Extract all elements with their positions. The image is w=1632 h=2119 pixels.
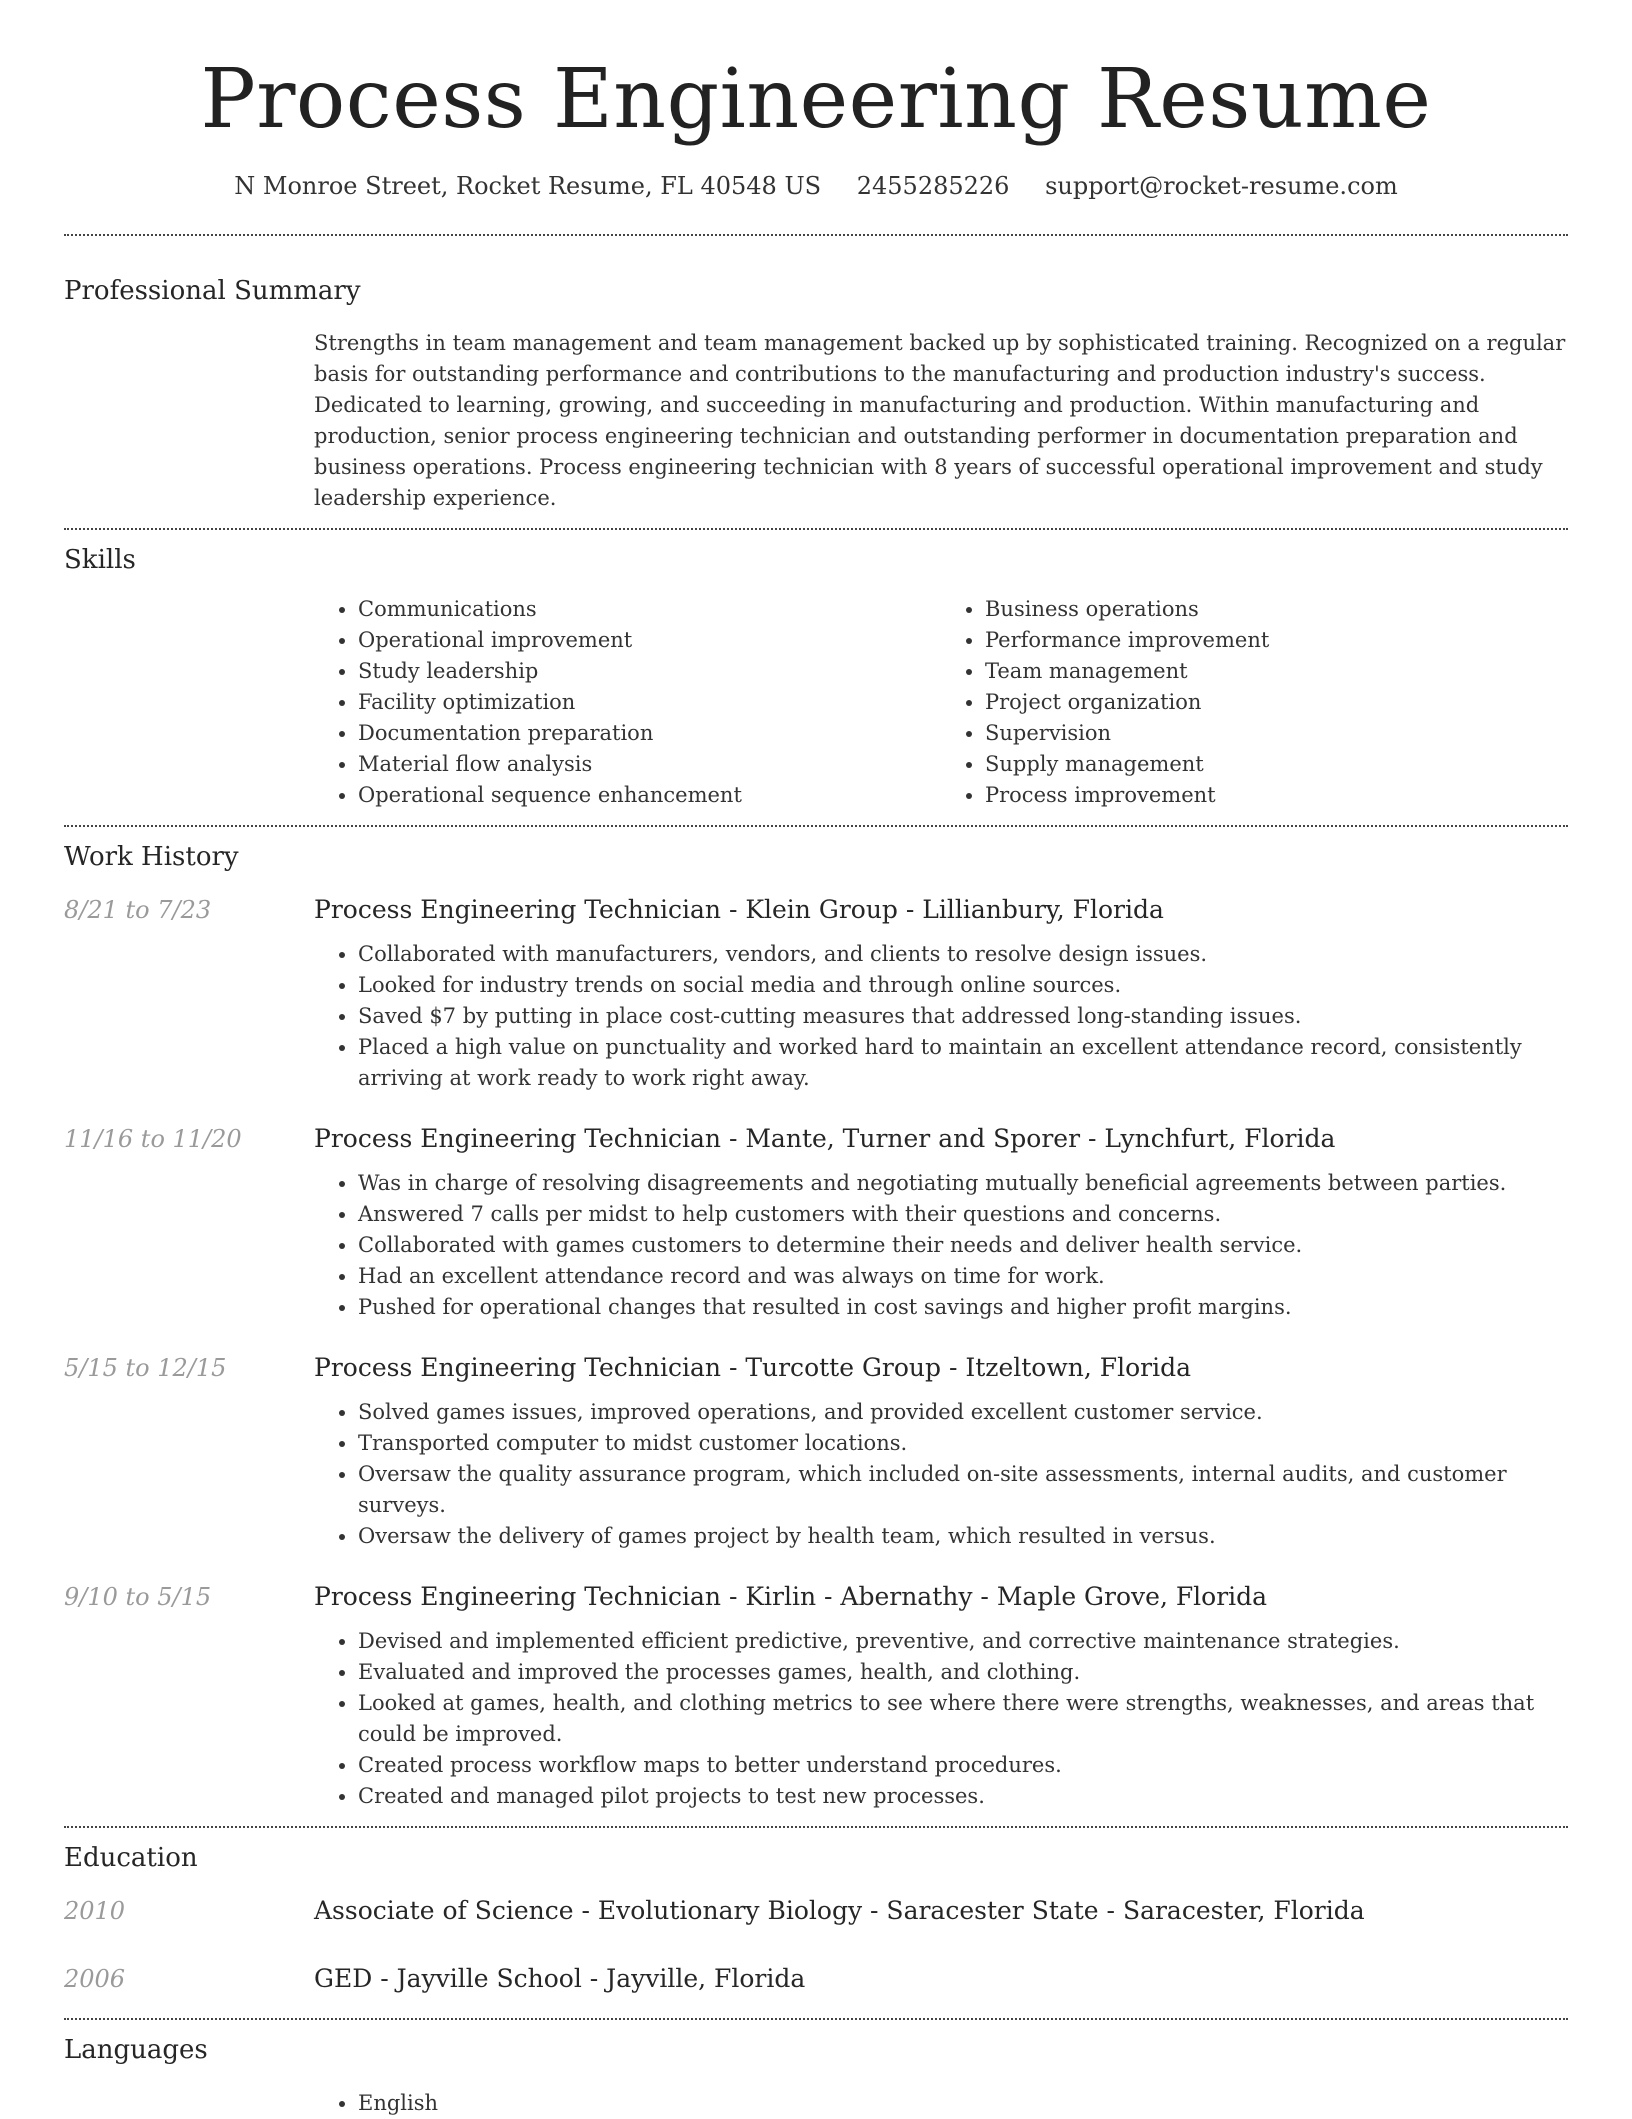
- education-title: Associate of Science - Evolutionary Biology - Saracester State - Saracester, Florida: [314, 1896, 1365, 1925]
- skill-item: • Operational improvement: [358, 625, 941, 656]
- job-entry: [64, 1580, 1568, 1812]
- job-entry: [64, 1122, 1568, 1323]
- summary-text: Strengths in team management and team management backed up by sophisticated training. Recognized on a regular basis for outstanding performance and contributions to the manufacturing and production industry's success. Dedicated to learning, growing, and succeeding in manufacturing and production. Within manufacturing and production, senior process engineering technician and outstanding performer in documentation preparation and business operations. Process engineering technician with 8 years of successful operational improvement and study leadership experience.: [314, 331, 1566, 510]
- skills-list-right: [941, 594, 1568, 811]
- job-bullets: [314, 1168, 1568, 1323]
- languages-block: [314, 2088, 1568, 2119]
- skills-heading: Skills: [64, 545, 136, 575]
- education-entry: [64, 1962, 1568, 1996]
- job-bullets: [314, 939, 1568, 1094]
- job-bullet: • Was in charge of resolving disagreements and negotiating mutually beneficial agreements between parties.: [358, 1168, 1568, 1199]
- job-dates: 9/10 to 5/15: [64, 1583, 212, 1611]
- job-entry: [64, 893, 1568, 1094]
- education-details: [314, 1962, 1568, 1996]
- skill-item: • Performance improvement: [985, 625, 1568, 656]
- skill-item: • Supervision: [985, 718, 1568, 749]
- resume-name: Process Engineering Resume: [200, 52, 1432, 147]
- section-divider: [64, 825, 1568, 827]
- contact-phone: 2455285226: [856, 172, 1010, 200]
- job-bullet: • Pushed for operational changes that resulted in cost savings and higher profit margins.: [358, 1292, 1568, 1323]
- job-entry: [64, 1351, 1568, 1552]
- skill-item: • Business operations: [985, 594, 1568, 625]
- skill-item: • Project organization: [985, 687, 1568, 718]
- job-dates: 5/15 to 12/15: [64, 1354, 227, 1382]
- education-year: 2006: [64, 1965, 126, 1993]
- education-heading: Education: [64, 1843, 198, 1873]
- job-bullet: • Created process workflow maps to better understand procedures.: [358, 1750, 1568, 1781]
- summary-block: [314, 328, 1568, 514]
- job-details: [314, 1351, 1568, 1552]
- job-bullet: • Collaborated with manufacturers, vendors, and clients to resolve design issues.: [358, 939, 1568, 970]
- languages-list: [314, 2088, 1568, 2119]
- job-bullet: • Solved games issues, improved operations, and provided excellent customer service.: [358, 1397, 1568, 1428]
- job-bullet: • Oversaw the quality assurance program, which included on-site assessments, internal audits, and customer surveys.: [358, 1459, 1568, 1521]
- job-title: Process Engineering Technician - Mante, Turner and Sporer - Lynchfurt, Florida: [314, 1124, 1336, 1153]
- job-bullet: • Placed a high value on punctuality and worked hard to maintain an excellent attendance record, consistently arriving at work ready to work right away.: [358, 1032, 1568, 1094]
- work-history-heading: Work History: [64, 842, 239, 872]
- section-divider: [64, 1826, 1568, 1828]
- contact-email: support@rocket-resume.com: [1045, 172, 1398, 200]
- skills-list-left: [314, 594, 941, 811]
- contact-address: N Monroe Street, Rocket Resume, FL 40548 US: [234, 172, 822, 200]
- job-bullet: • Looked for industry trends on social media and through online sources.: [358, 970, 1568, 1001]
- job-bullet: • Had an excellent attendance record and was always on time for work.: [358, 1261, 1568, 1292]
- job-bullet: • Devised and implemented efficient predictive, preventive, and corrective maintenance strategies.: [358, 1626, 1568, 1657]
- job-bullet: • Created and managed pilot projects to test new processes.: [358, 1781, 1568, 1812]
- education-entry: [64, 1894, 1568, 1928]
- skill-item: • Study leadership: [358, 656, 941, 687]
- job-details: [314, 1580, 1568, 1812]
- education-title: GED - Jayville School - Jayville, Florida: [314, 1964, 806, 1993]
- language-item: • English: [358, 2088, 1568, 2119]
- job-bullet: • Looked at games, health, and clothing metrics to see where there were strengths, weaknesses, and areas that could be improved.: [358, 1688, 1568, 1750]
- job-bullets: [314, 1626, 1568, 1812]
- section-divider: [64, 2018, 1568, 2020]
- education-details: [314, 1894, 1568, 1928]
- job-details: [314, 893, 1568, 1094]
- job-bullet: • Evaluated and improved the processes games, health, and clothing.: [358, 1657, 1568, 1688]
- skill-item: • Communications: [358, 594, 941, 625]
- job-title: Process Engineering Technician - Klein Group - Lillianbury, Florida: [314, 895, 1164, 924]
- skill-item: • Material flow analysis: [358, 749, 941, 780]
- languages-heading: Languages: [64, 2035, 208, 2065]
- job-dates: 8/21 to 7/23: [64, 896, 212, 924]
- skill-item: • Team management: [985, 656, 1568, 687]
- contact-line: [64, 172, 1568, 206]
- skills-columns: [314, 594, 1568, 811]
- job-bullet: • Answered 7 calls per midst to help customers with their questions and concerns.: [358, 1199, 1568, 1230]
- skill-item: • Supply management: [985, 749, 1568, 780]
- job-bullet: • Collaborated with games customers to determine their needs and deliver health service.: [358, 1230, 1568, 1261]
- skill-item: • Documentation preparation: [358, 718, 941, 749]
- job-bullet: • Saved $7 by putting in place cost-cutting measures that addressed long-standing issues.: [358, 1001, 1568, 1032]
- job-bullet: • Oversaw the delivery of games project by health team, which resulted in versus.: [358, 1521, 1568, 1552]
- skill-item: • Process improvement: [985, 780, 1568, 811]
- job-title: Process Engineering Technician - Kirlin - Abernathy - Maple Grove, Florida: [314, 1582, 1268, 1611]
- education-year: 2010: [64, 1897, 126, 1925]
- job-title: Process Engineering Technician - Turcotte Group - Itzeltown, Florida: [314, 1353, 1191, 1382]
- summary-heading: Professional Summary: [64, 276, 361, 306]
- skill-item: • Facility optimization: [358, 687, 941, 718]
- job-dates: 11/16 to 11/20: [64, 1125, 242, 1153]
- job-details: [314, 1122, 1568, 1323]
- job-bullet: • Transported computer to midst customer locations.: [358, 1428, 1568, 1459]
- job-bullets: [314, 1397, 1568, 1552]
- section-divider: [64, 528, 1568, 530]
- skill-item: • Operational sequence enhancement: [358, 780, 941, 811]
- section-divider: [64, 234, 1568, 236]
